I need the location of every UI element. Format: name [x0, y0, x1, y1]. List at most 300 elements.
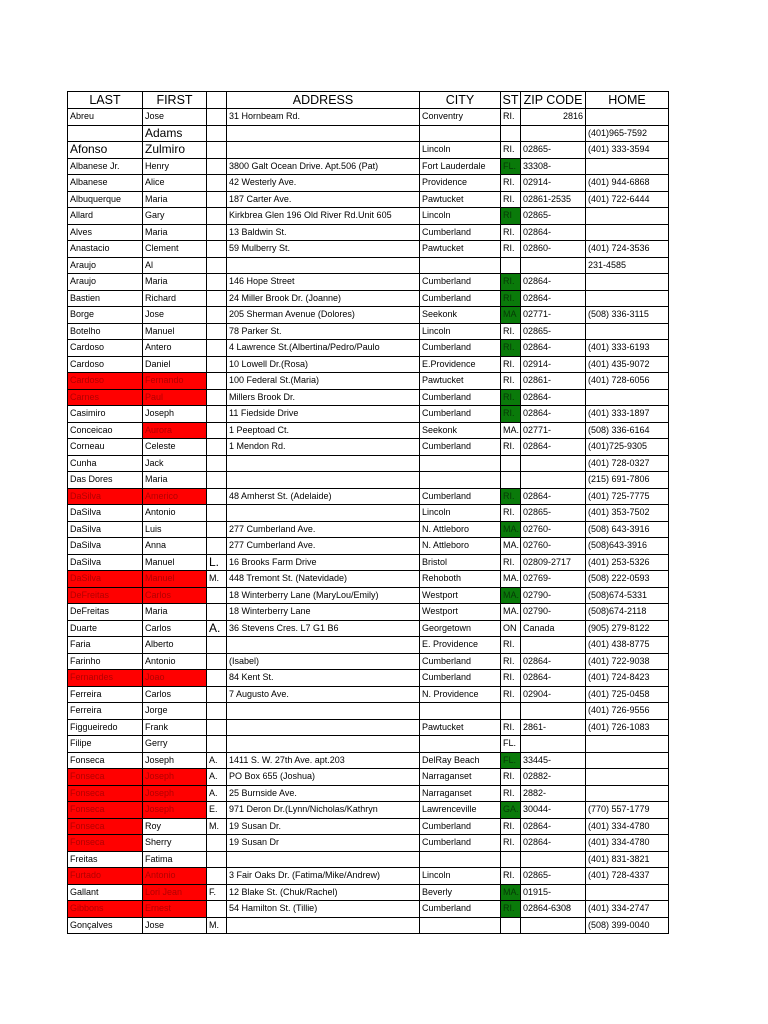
cell-state[interactable]: RI. [501, 719, 521, 736]
cell-city[interactable] [420, 703, 501, 720]
cell-city[interactable]: Narraganset [420, 769, 501, 786]
cell-middle-initial[interactable] [207, 851, 227, 868]
cell-state[interactable]: FL. [501, 158, 521, 175]
cell-zip-code[interactable]: 2861- [521, 719, 586, 736]
cell-last-name[interactable]: Farinho [68, 653, 143, 670]
cell-middle-initial[interactable] [207, 208, 227, 225]
cell-home-phone[interactable]: (401) 722-6444 [586, 191, 669, 208]
cell-city[interactable] [420, 257, 501, 274]
cell-address[interactable] [227, 851, 420, 868]
cell-last-name[interactable]: Afonso [68, 142, 143, 159]
cell-first-name[interactable]: Maria [143, 472, 207, 489]
cell-middle-initial[interactable] [207, 422, 227, 439]
cell-address[interactable]: 12 Blake St. (Chuk/Rachel) [227, 884, 420, 901]
cell-first-name[interactable]: Clement [143, 241, 207, 258]
cell-city[interactable]: E.Providence [420, 356, 501, 373]
cell-middle-initial[interactable]: M. [207, 571, 227, 588]
cell-middle-initial[interactable]: A. [207, 752, 227, 769]
cell-zip-code[interactable]: 02864- [521, 340, 586, 357]
cell-state[interactable]: RI. [501, 488, 521, 505]
cell-middle-initial[interactable] [207, 719, 227, 736]
cell-last-name[interactable]: Allard [68, 208, 143, 225]
cell-middle-initial[interactable] [207, 835, 227, 852]
cell-state[interactable]: RI. [501, 290, 521, 307]
cell-city[interactable]: Cumberland [420, 389, 501, 406]
cell-zip-code[interactable] [521, 472, 586, 489]
cell-address[interactable]: PO Box 655 (Joshua) [227, 769, 420, 786]
cell-state[interactable] [501, 917, 521, 934]
cell-city[interactable]: Westport [420, 604, 501, 621]
cell-zip-code[interactable] [521, 637, 586, 654]
cell-last-name[interactable]: Furtado [68, 868, 143, 885]
cell-zip-code[interactable]: 02864- [521, 389, 586, 406]
cell-address[interactable] [227, 472, 420, 489]
cell-zip-code[interactable]: 02769- [521, 571, 586, 588]
cell-middle-initial[interactable] [207, 455, 227, 472]
cell-address[interactable]: 11 Fiedside Drive [227, 406, 420, 423]
cell-state[interactable]: FL. [501, 752, 521, 769]
cell-address[interactable] [227, 719, 420, 736]
cell-city[interactable]: Lawrenceville [420, 802, 501, 819]
cell-middle-initial[interactable] [207, 736, 227, 753]
cell-state[interactable]: RI. [501, 670, 521, 687]
cell-home-phone[interactable]: (401)965-7592 [586, 125, 669, 142]
cell-first-name[interactable]: Maria [143, 604, 207, 621]
cell-last-name[interactable]: Gonçalves [68, 917, 143, 934]
cell-zip-code[interactable] [521, 125, 586, 142]
cell-first-name[interactable]: Gary [143, 208, 207, 225]
cell-city[interactable] [420, 736, 501, 753]
cell-first-name[interactable]: Roy [143, 818, 207, 835]
cell-last-name[interactable]: Corneau [68, 439, 143, 456]
cell-zip-code[interactable]: 02864- [521, 488, 586, 505]
cell-last-name[interactable]: DeFreitas [68, 604, 143, 621]
cell-city[interactable]: Cumberland [420, 835, 501, 852]
cell-city[interactable]: Cumberland [420, 439, 501, 456]
cell-city[interactable]: Cumberland [420, 653, 501, 670]
cell-home-phone[interactable]: (401) 728-0327 [586, 455, 669, 472]
cell-first-name[interactable]: Antonio [143, 505, 207, 522]
cell-address[interactable]: 1411 S. W. 27th Ave. apt.203 [227, 752, 420, 769]
cell-zip-code[interactable]: 02864- [521, 290, 586, 307]
cell-first-name[interactable]: Maria [143, 224, 207, 241]
cell-zip-code[interactable]: Canada [521, 620, 586, 637]
cell-first-name[interactable]: Lori Jean [143, 884, 207, 901]
cell-address[interactable]: 54 Hamilton St. (Tillie) [227, 901, 420, 918]
cell-address[interactable]: 4 Lawrence St.(Albertina/Pedro/Paulo [227, 340, 420, 357]
cell-address[interactable]: 24 Miller Brook Dr. (Joanne) [227, 290, 420, 307]
cell-address[interactable]: Kirkbrea Glen 196 Old River Rd.Unit 605 [227, 208, 420, 225]
column-header-initial[interactable] [207, 92, 227, 109]
cell-address[interactable]: Millers Brook Dr. [227, 389, 420, 406]
cell-middle-initial[interactable]: E. [207, 802, 227, 819]
cell-home-phone[interactable] [586, 290, 669, 307]
cell-zip-code[interactable]: 02864- [521, 670, 586, 687]
cell-last-name[interactable]: DaSilva [68, 554, 143, 571]
cell-middle-initial[interactable] [207, 274, 227, 291]
cell-last-name[interactable]: DeFreitas [68, 587, 143, 604]
cell-middle-initial[interactable] [207, 670, 227, 687]
cell-address[interactable] [227, 257, 420, 274]
cell-address[interactable]: 25 Burnside Ave. [227, 785, 420, 802]
cell-state[interactable]: MA. [501, 538, 521, 555]
cell-city[interactable]: N. Attleboro [420, 521, 501, 538]
cell-first-name[interactable]: Gerry [143, 736, 207, 753]
cell-first-name[interactable]: Maria [143, 191, 207, 208]
cell-last-name[interactable]: Figgueiredo [68, 719, 143, 736]
cell-home-phone[interactable]: (401) 944-6868 [586, 175, 669, 192]
cell-home-phone[interactable]: (215) 691-7806 [586, 472, 669, 489]
cell-home-phone[interactable] [586, 389, 669, 406]
cell-first-name[interactable]: Joseph [143, 802, 207, 819]
cell-state[interactable]: RI. [501, 818, 521, 835]
cell-home-phone[interactable]: (401) 724-8423 [586, 670, 669, 687]
cell-middle-initial[interactable] [207, 637, 227, 654]
cell-city[interactable]: Pawtucket [420, 241, 501, 258]
cell-zip-code[interactable]: 02864-6308 [521, 901, 586, 918]
cell-last-name[interactable]: Cardoso [68, 373, 143, 390]
cell-last-name[interactable]: Conceicao [68, 422, 143, 439]
cell-last-name[interactable]: Anastacio [68, 241, 143, 258]
cell-address[interactable]: 187 Carter Ave. [227, 191, 420, 208]
cell-state[interactable]: MA. [501, 587, 521, 604]
cell-last-name[interactable]: Abreu [68, 109, 143, 126]
cell-address[interactable]: 16 Brooks Farm Drive [227, 554, 420, 571]
cell-home-phone[interactable] [586, 323, 669, 340]
cell-city[interactable]: Lincoln [420, 505, 501, 522]
cell-state[interactable]: MA. [501, 884, 521, 901]
cell-state[interactable] [501, 257, 521, 274]
cell-last-name[interactable]: Fernandes [68, 670, 143, 687]
cell-city[interactable]: Georgetown [420, 620, 501, 637]
cell-home-phone[interactable]: (401) 726-9556 [586, 703, 669, 720]
cell-city[interactable] [420, 455, 501, 472]
cell-state[interactable]: RI. [501, 505, 521, 522]
cell-state[interactable]: RI. [501, 274, 521, 291]
cell-home-phone[interactable]: (401) 334-4780 [586, 818, 669, 835]
cell-middle-initial[interactable] [207, 340, 227, 357]
cell-zip-code[interactable]: 02864- [521, 406, 586, 423]
cell-address[interactable]: 78 Parker St. [227, 323, 420, 340]
cell-zip-code[interactable]: 02790- [521, 604, 586, 621]
cell-zip-code[interactable]: 02864- [521, 835, 586, 852]
cell-first-name[interactable]: Carlos [143, 686, 207, 703]
cell-city[interactable]: Fort Lauderdale [420, 158, 501, 175]
column-header-city[interactable]: CITY [420, 92, 501, 109]
cell-city[interactable]: Cumberland [420, 488, 501, 505]
cell-state[interactable] [501, 455, 521, 472]
cell-home-phone[interactable] [586, 274, 669, 291]
cell-city[interactable] [420, 851, 501, 868]
cell-state[interactable]: ON [501, 620, 521, 637]
cell-address[interactable] [227, 703, 420, 720]
cell-middle-initial[interactable]: A. [207, 785, 227, 802]
cell-first-name[interactable]: Joseph [143, 785, 207, 802]
cell-last-name[interactable]: Cardoso [68, 340, 143, 357]
cell-first-name[interactable]: Paul [143, 389, 207, 406]
cell-middle-initial[interactable] [207, 257, 227, 274]
cell-zip-code[interactable]: 33308- [521, 158, 586, 175]
cell-zip-code[interactable]: 01915- [521, 884, 586, 901]
cell-middle-initial[interactable] [207, 439, 227, 456]
cell-address[interactable] [227, 505, 420, 522]
cell-middle-initial[interactable] [207, 538, 227, 555]
cell-address[interactable]: 18 Winterberry Lane (MaryLou/Emily) [227, 587, 420, 604]
cell-middle-initial[interactable] [207, 587, 227, 604]
cell-first-name[interactable]: Jorge [143, 703, 207, 720]
cell-address[interactable]: 13 Baldwin St. [227, 224, 420, 241]
cell-middle-initial[interactable] [207, 224, 227, 241]
cell-city[interactable]: Cumberland [420, 224, 501, 241]
cell-address[interactable]: 48 Amherst St. (Adelaide) [227, 488, 420, 505]
cell-zip-code[interactable] [521, 257, 586, 274]
cell-state[interactable]: RI. [501, 323, 521, 340]
cell-home-phone[interactable]: (401) 353-7502 [586, 505, 669, 522]
cell-last-name[interactable]: Faria [68, 637, 143, 654]
cell-middle-initial[interactable]: A. [207, 620, 227, 637]
cell-city[interactable]: Lincoln [420, 208, 501, 225]
cell-first-name[interactable]: Carlos [143, 587, 207, 604]
cell-address[interactable] [227, 637, 420, 654]
cell-middle-initial[interactable] [207, 323, 227, 340]
cell-last-name[interactable]: Ferreira [68, 686, 143, 703]
cell-city[interactable]: Conventry [420, 109, 501, 126]
column-header-zip[interactable]: ZIP CODE [521, 92, 586, 109]
cell-last-name[interactable]: Duarte [68, 620, 143, 637]
cell-last-name[interactable]: Araujo [68, 257, 143, 274]
cell-last-name[interactable]: Ferreira [68, 703, 143, 720]
cell-zip-code[interactable] [521, 703, 586, 720]
cell-state[interactable]: RI. [501, 637, 521, 654]
cell-first-name[interactable]: Joseph [143, 769, 207, 786]
cell-address[interactable]: 7 Augusto Ave. [227, 686, 420, 703]
cell-home-phone[interactable]: (401) 438-8775 [586, 637, 669, 654]
cell-first-name[interactable]: Al [143, 257, 207, 274]
cell-state[interactable] [501, 472, 521, 489]
cell-city[interactable]: Cumberland [420, 406, 501, 423]
cell-middle-initial[interactable] [207, 521, 227, 538]
cell-home-phone[interactable]: (508)674-2118 [586, 604, 669, 621]
cell-middle-initial[interactable] [207, 290, 227, 307]
cell-zip-code[interactable]: 02865- [521, 208, 586, 225]
cell-city[interactable]: Pawtucket [420, 373, 501, 390]
cell-home-phone[interactable]: (508) 399-0040 [586, 917, 669, 934]
cell-zip-code[interactable]: 02864- [521, 439, 586, 456]
cell-last-name[interactable]: DaSilva [68, 505, 143, 522]
cell-home-phone[interactable] [586, 208, 669, 225]
cell-first-name[interactable]: Luis [143, 521, 207, 538]
cell-city[interactable]: Cumberland [420, 274, 501, 291]
cell-city[interactable]: Beverly [420, 884, 501, 901]
cell-zip-code[interactable]: 2882- [521, 785, 586, 802]
cell-zip-code[interactable]: 02760- [521, 521, 586, 538]
cell-last-name[interactable]: Araujo [68, 274, 143, 291]
cell-first-name[interactable]: Carlos [143, 620, 207, 637]
cell-first-name[interactable]: Joseph [143, 406, 207, 423]
cell-last-name[interactable]: Albanese [68, 175, 143, 192]
cell-first-name[interactable]: Joao [143, 670, 207, 687]
cell-home-phone[interactable]: (401) 724-3536 [586, 241, 669, 258]
cell-middle-initial[interactable] [207, 158, 227, 175]
cell-zip-code[interactable]: 02861- [521, 373, 586, 390]
cell-city[interactable]: Seekonk [420, 307, 501, 324]
cell-city[interactable]: Cumberland [420, 670, 501, 687]
cell-home-phone[interactable] [586, 109, 669, 126]
cell-address[interactable]: 277 Cumberland Ave. [227, 521, 420, 538]
cell-zip-code[interactable]: 02914- [521, 175, 586, 192]
cell-last-name[interactable]: DaSilva [68, 521, 143, 538]
cell-home-phone[interactable]: (401) 728-4337 [586, 868, 669, 885]
cell-first-name[interactable]: Ernest [143, 901, 207, 918]
cell-home-phone[interactable] [586, 752, 669, 769]
cell-last-name[interactable]: Gibbons [68, 901, 143, 918]
cell-middle-initial[interactable]: A. [207, 769, 227, 786]
cell-zip-code[interactable]: 02860- [521, 241, 586, 258]
cell-home-phone[interactable]: (401) 253-5326 [586, 554, 669, 571]
cell-home-phone[interactable]: (401) 333-3594 [586, 142, 669, 159]
cell-middle-initial[interactable] [207, 109, 227, 126]
cell-city[interactable]: Providence [420, 175, 501, 192]
cell-middle-initial[interactable] [207, 307, 227, 324]
cell-last-name[interactable]: Fonseca [68, 835, 143, 852]
cell-home-phone[interactable]: (508) 336-3115 [586, 307, 669, 324]
cell-zip-code[interactable]: 02790- [521, 587, 586, 604]
cell-address[interactable] [227, 142, 420, 159]
cell-state[interactable]: RI. [501, 439, 521, 456]
cell-last-name[interactable]: Fonseca [68, 785, 143, 802]
cell-city[interactable]: Cumberland [420, 818, 501, 835]
cell-middle-initial[interactable] [207, 686, 227, 703]
cell-state[interactable]: RI. [501, 901, 521, 918]
cell-first-name[interactable]: Alice [143, 175, 207, 192]
cell-home-phone[interactable]: 231-4585 [586, 257, 669, 274]
cell-last-name[interactable]: Albanese Jr. [68, 158, 143, 175]
cell-home-phone[interactable]: (401) 726-1083 [586, 719, 669, 736]
cell-last-name[interactable]: Cardoso [68, 356, 143, 373]
cell-home-phone[interactable]: (905) 279-8122 [586, 620, 669, 637]
cell-city[interactable]: N. Providence [420, 686, 501, 703]
cell-state[interactable]: MA [501, 307, 521, 324]
cell-first-name[interactable]: Jack [143, 455, 207, 472]
cell-address[interactable]: 971 Deron Dr.(Lynn/Nicholas/Kathryn [227, 802, 420, 819]
cell-first-name[interactable]: Americo [143, 488, 207, 505]
cell-first-name[interactable]: Anna [143, 538, 207, 555]
cell-state[interactable] [501, 125, 521, 142]
cell-home-phone[interactable]: (770) 557-1779 [586, 802, 669, 819]
cell-zip-code[interactable]: 02861-2535 [521, 191, 586, 208]
cell-last-name[interactable] [68, 125, 143, 142]
cell-state[interactable]: RI. [501, 109, 521, 126]
cell-zip-code[interactable]: 02882- [521, 769, 586, 786]
cell-middle-initial[interactable] [207, 406, 227, 423]
cell-home-phone[interactable]: (401) 725-7775 [586, 488, 669, 505]
cell-middle-initial[interactable] [207, 356, 227, 373]
cell-home-phone[interactable]: (401) 722-9038 [586, 653, 669, 670]
cell-address[interactable] [227, 125, 420, 142]
cell-last-name[interactable]: Filipe [68, 736, 143, 753]
cell-last-name[interactable]: Casimiro [68, 406, 143, 423]
column-header-home-phone[interactable]: HOME [586, 92, 669, 109]
column-header-state[interactable]: ST [501, 92, 521, 109]
cell-state[interactable]: RI. [501, 769, 521, 786]
cell-state[interactable]: RI. [501, 653, 521, 670]
cell-first-name[interactable]: Adams [143, 125, 207, 142]
cell-first-name[interactable]: Jose [143, 917, 207, 934]
cell-first-name[interactable]: Alberto [143, 637, 207, 654]
cell-state[interactable]: RI. [501, 835, 521, 852]
cell-state[interactable]: MA. [501, 604, 521, 621]
cell-last-name[interactable]: Fonseca [68, 752, 143, 769]
cell-middle-initial[interactable] [207, 604, 227, 621]
cell-address[interactable]: 36 Stevens Cres. L7 G1 B6 [227, 620, 420, 637]
cell-address[interactable] [227, 455, 420, 472]
cell-zip-code[interactable]: 02864- [521, 818, 586, 835]
cell-zip-code[interactable]: 02760- [521, 538, 586, 555]
cell-home-phone[interactable]: (508)643-3916 [586, 538, 669, 555]
cell-state[interactable]: RI. [501, 785, 521, 802]
cell-zip-code[interactable]: 02904- [521, 686, 586, 703]
cell-first-name[interactable]: Daniel [143, 356, 207, 373]
cell-city[interactable] [420, 125, 501, 142]
cell-first-name[interactable]: Richard [143, 290, 207, 307]
cell-city[interactable]: Cumberland [420, 901, 501, 918]
cell-city[interactable]: Rehoboth [420, 571, 501, 588]
cell-city[interactable]: Bristol [420, 554, 501, 571]
cell-address[interactable]: 100 Federal St.(Maria) [227, 373, 420, 390]
cell-last-name[interactable]: Botelho [68, 323, 143, 340]
cell-middle-initial[interactable] [207, 653, 227, 670]
cell-last-name[interactable]: DaSilva [68, 538, 143, 555]
cell-last-name[interactable]: Alves [68, 224, 143, 241]
cell-home-phone[interactable] [586, 224, 669, 241]
cell-home-phone[interactable]: (508)674-5331 [586, 587, 669, 604]
cell-city[interactable]: Cumberland [420, 290, 501, 307]
cell-city[interactable]: Narraganset [420, 785, 501, 802]
cell-middle-initial[interactable]: L. [207, 554, 227, 571]
cell-state[interactable]: RI. [501, 191, 521, 208]
cell-first-name[interactable]: Joseph [143, 752, 207, 769]
cell-first-name[interactable]: Frank [143, 719, 207, 736]
cell-address[interactable]: 19 Susan Dr. [227, 818, 420, 835]
cell-address[interactable]: 1 Mendon Rd. [227, 439, 420, 456]
cell-address[interactable]: 84 Kent St. [227, 670, 420, 687]
column-header-last[interactable]: LAST [68, 92, 143, 109]
cell-zip-code[interactable]: 02771- [521, 422, 586, 439]
cell-last-name[interactable]: Bastien [68, 290, 143, 307]
cell-last-name[interactable]: Fonseca [68, 818, 143, 835]
cell-home-phone[interactable] [586, 736, 669, 753]
cell-address[interactable] [227, 736, 420, 753]
cell-first-name[interactable]: Jose [143, 307, 207, 324]
cell-zip-code[interactable] [521, 455, 586, 472]
cell-middle-initial[interactable]: M. [207, 917, 227, 934]
cell-first-name[interactable]: Zulmiro [143, 142, 207, 159]
cell-home-phone[interactable]: (401) 333-6193 [586, 340, 669, 357]
cell-state[interactable]: MA. [501, 521, 521, 538]
cell-first-name[interactable]: Manuel [143, 554, 207, 571]
cell-city[interactable]: Lincoln [420, 868, 501, 885]
cell-zip-code[interactable] [521, 917, 586, 934]
cell-zip-code[interactable]: 02865- [521, 868, 586, 885]
cell-last-name[interactable]: Gallant [68, 884, 143, 901]
cell-address[interactable]: 3800 Galt Ocean Drive. Apt.506 (Pat) [227, 158, 420, 175]
cell-middle-initial[interactable] [207, 703, 227, 720]
cell-address[interactable]: 10 Lowell Dr.(Rosa) [227, 356, 420, 373]
cell-middle-initial[interactable] [207, 488, 227, 505]
cell-home-phone[interactable]: (401) 725-0458 [586, 686, 669, 703]
cell-first-name[interactable]: Jose [143, 109, 207, 126]
cell-city[interactable]: N. Attleboro [420, 538, 501, 555]
